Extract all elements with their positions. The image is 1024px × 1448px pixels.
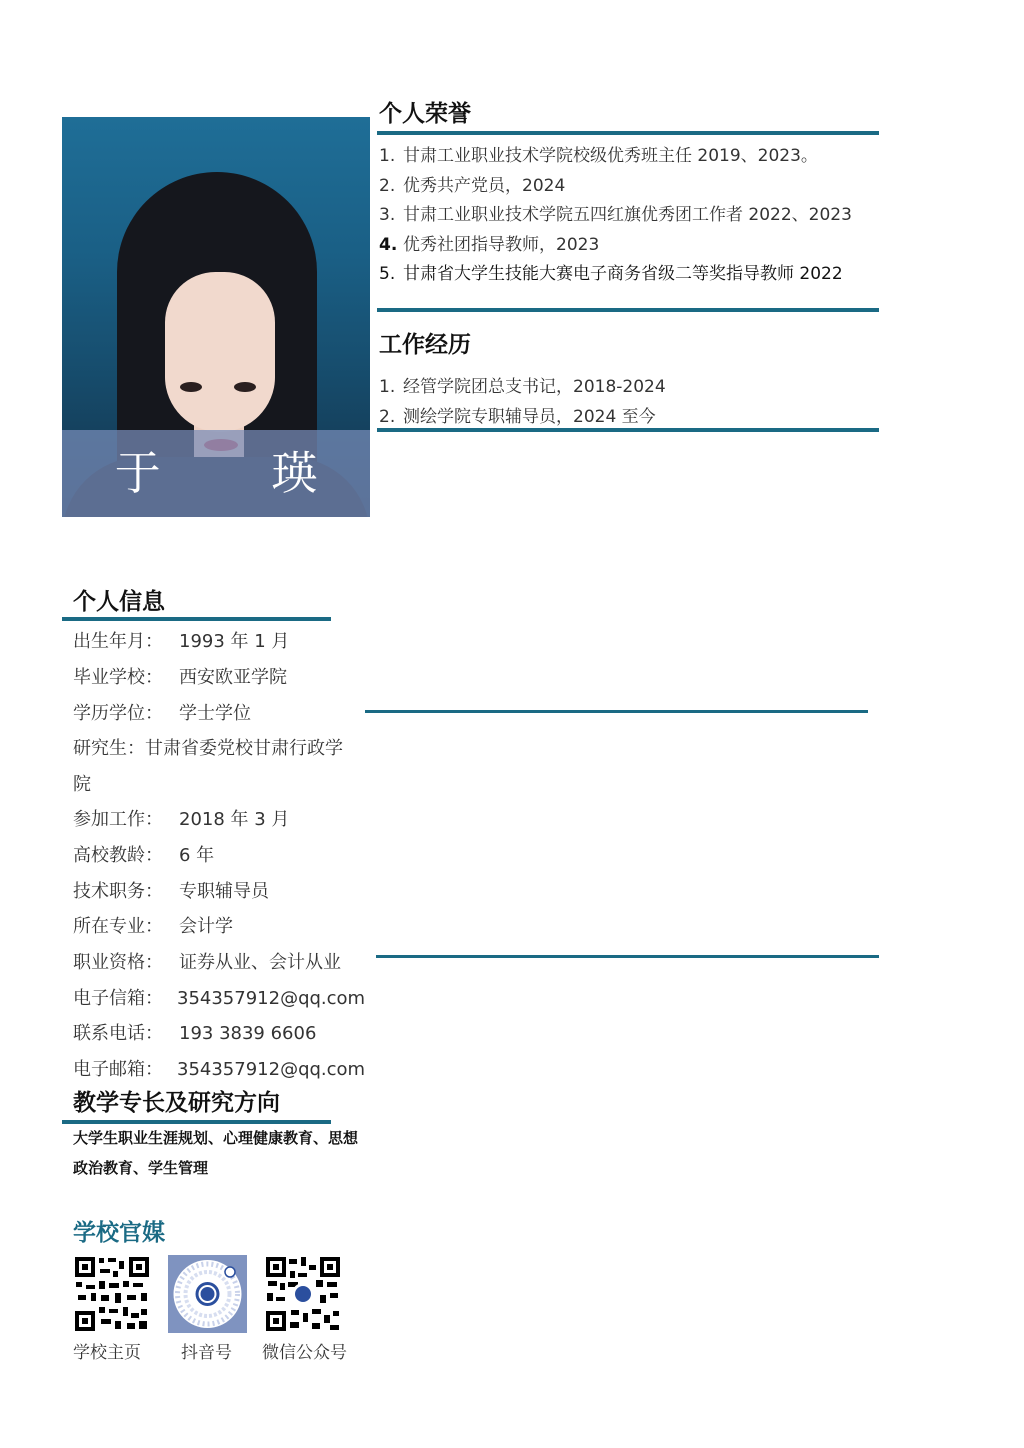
honors-rule [377,131,879,135]
work-item: 1. 经管学院团总支书记，2018-2024 [379,377,666,397]
info-phone: 联系电话： 193 3839 6606 [73,1023,317,1044]
info-title-rank: 技术职务： 专职辅导员 [73,881,269,902]
work-heading: 工作经历 [379,332,471,358]
info-degree: 学历学位： 学士学位 [73,703,251,724]
profile-photo [62,117,370,517]
honor-item: 1. 甘肃工业职业技术学院校级优秀班主任 2019、2023。 [379,146,818,166]
info-teaching-years: 高校教龄： 6 年 [73,845,215,866]
qr-code-icon[interactable] [264,1255,342,1333]
media-heading: 学校官媒 [73,1220,165,1246]
info-major: 所在专业： 会计学 [73,916,233,937]
info-email-2: 电子邮箱： 354357912@qq.com [73,1059,366,1080]
section-divider [377,308,879,312]
section-divider [376,955,879,958]
info-graduate-cont: 院 [73,774,91,795]
section-divider [377,428,879,432]
info-graduate: 研究生：甘肃省委党校甘肃行政学 [73,738,343,759]
honor-item: 3. 甘肃工业职业技术学院五四红旗优秀团工作者 2022、2023 [379,205,852,225]
research-heading: 教学专长及研究方向 [73,1090,280,1116]
honor-item: 2. 优秀共产党员，2024 [379,176,566,196]
info-heading: 个人信息 [73,589,165,615]
qr-code-icon[interactable] [73,1255,151,1333]
media-caption: 微信公众号 [262,1343,347,1363]
info-work-start: 参加工作： 2018 年 3 月 [73,809,290,830]
section-divider [365,710,868,713]
profile-name: 于 瑛 [114,446,366,500]
media-caption: 抖音号 [181,1343,232,1363]
info-birth: 出生年月： 1993 年 1 月 [73,631,290,652]
media-caption: 学校主页 [73,1343,141,1363]
work-item: 2. 测绘学院专职辅导员，2024 至今 [379,407,656,427]
info-qualification: 职业资格： 证券从业、会计从业 [73,952,341,973]
research-text: 大学生职业生涯规划、心理健康教育、思想政治教育、学生管理 [73,1129,359,1177]
honors-heading: 个人荣誉 [379,101,471,127]
info-email: 电子信箱： 354357912@qq.com [73,988,366,1009]
honor-item: 4. 优秀社团指导教师，2023 [379,235,600,255]
douyin-code-icon[interactable] [168,1255,247,1333]
info-school: 毕业学校： 西安欧亚学院 [73,667,287,688]
honor-item: 5. 甘肃省大学生技能大赛电子商务省级二等奖指导教师 2022 [379,264,843,284]
info-rule [62,617,331,621]
